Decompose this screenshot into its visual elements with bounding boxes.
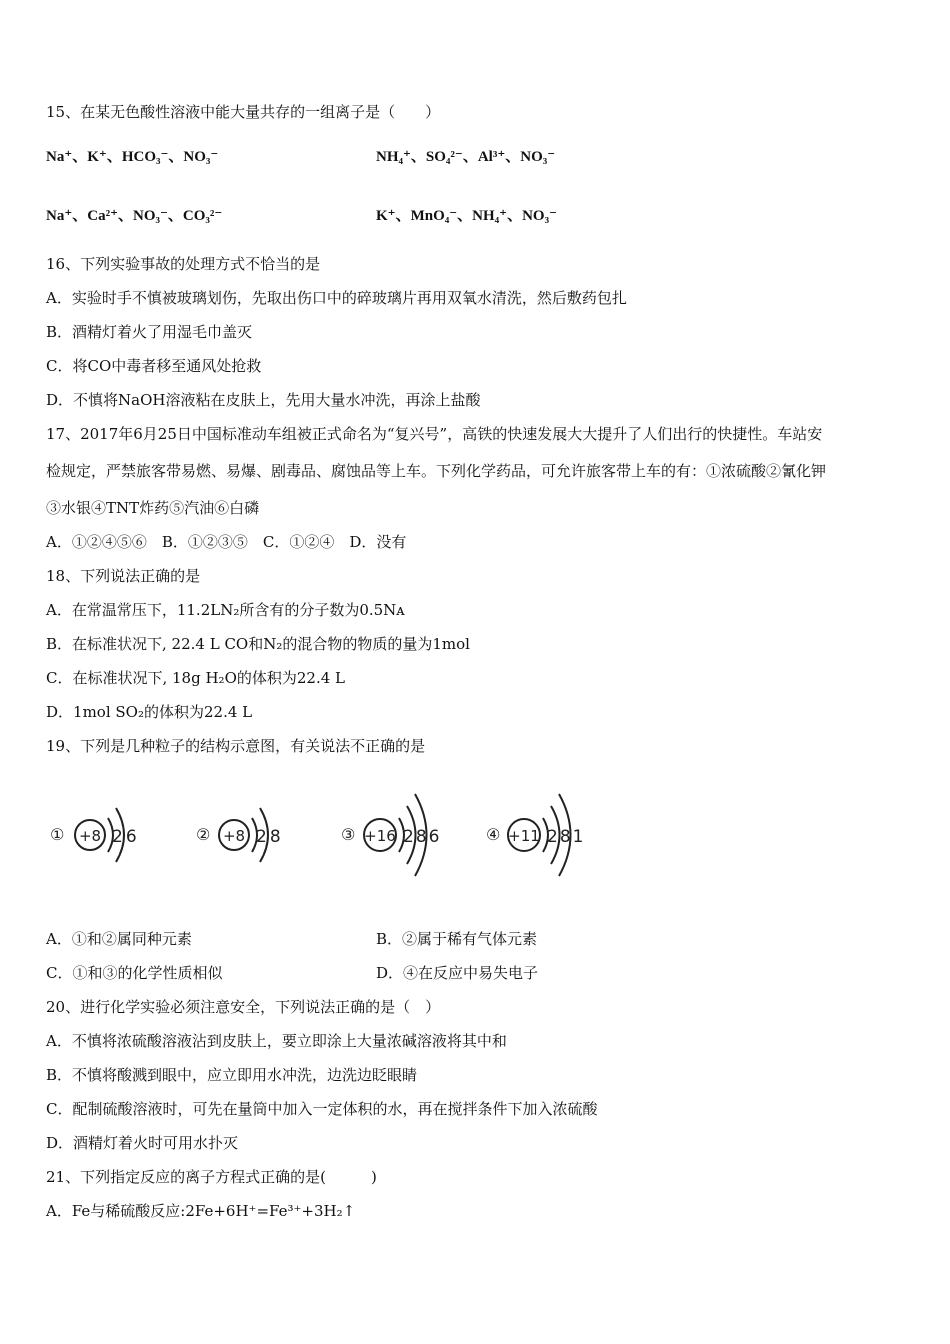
q21-stem: 21、下列指定反应的离子方程式正确的是( )	[46, 1168, 377, 1186]
atom-structure-diagrams	[46, 780, 606, 890]
q19-option-d: D．④在反应中易失电子	[376, 964, 539, 982]
q17-options: A．①②④⑤⑥ B．①②③⑤ C．①②④ D．没有	[46, 533, 407, 551]
q18-option-c: C．在标准状况下, 18g H₂O的体积为22.4 L	[46, 669, 345, 687]
q16-option-c: C．将CO中毒者移至通风处抢救	[46, 357, 262, 375]
q18-option-d: D．1mol SO₂的体积为22.4 L	[46, 703, 253, 721]
particle-4-shells: 281	[547, 827, 586, 847]
q15-stem: 15、在某无色酸性溶液中能大量共存的一组离子是（ ）	[46, 103, 441, 121]
q16-stem: 16、下列实验事故的处理方式不恰当的是	[46, 255, 321, 273]
particle-3-nucleus: +16	[364, 827, 396, 845]
q20-option-c: C．配制硫酸溶液时，可先在量筒中加入一定体积的水，再在搅拌条件下加入浓硫酸	[46, 1100, 598, 1118]
q18-option-b: B．在标准状况下, 22.4 L CO和N₂的混合物的物质的量为1mol	[46, 635, 470, 653]
particle-1-shells: 26	[112, 827, 140, 847]
q20-option-a: A．不慎将浓硫酸溶液沾到皮肤上，要立即涂上大量浓碱溶液将其中和	[46, 1032, 507, 1050]
q17-line-2: 检规定，严禁旅客带易燃、易爆、剧毒品、腐蚀品等上车。下列化学药品，可允许旅客带上车的有：①浓硫酸②氰化钾	[46, 462, 827, 480]
q17-line-3: ③水银④TNT炸药⑤汽油⑥白磷	[46, 499, 260, 517]
q21-option-a: A．Fe与稀硫酸反应:2Fe+6H⁺=Fe³⁺+3H₂↑	[46, 1202, 356, 1220]
particle-2-index: ②	[196, 825, 211, 844]
particle-2-nucleus: +8	[222, 827, 246, 845]
q20-option-b: B．不慎将酸溅到眼中，应立即用水冲洗，边洗边眨眼睛	[46, 1066, 418, 1084]
q15-option-c-text: Na⁺、Ca²⁺、NO₃⁻、CO₃²⁻	[46, 208, 223, 224]
q20-option-d: D．酒精灯着火时可用水扑灭	[46, 1134, 239, 1152]
q15-option-d	[376, 205, 557, 226]
particle-4-index: ④	[486, 825, 501, 844]
q19-option-a: A．①和②属同种元素	[46, 930, 192, 948]
particle-1-index: ①	[50, 825, 65, 844]
q15-option-d-text: K⁺、MnO₄⁻、NH₄⁺、NO₃⁻	[376, 208, 557, 224]
q19-stem: 19、下列是几种粒子的结构示意图，有关说法不正确的是	[46, 737, 426, 755]
q19-option-b: B．②属于稀有气体元素	[376, 930, 538, 948]
q15-option-b	[376, 146, 555, 167]
q16-option-a: A．实验时手不慎被玻璃划伤，先取出伤口中的碎玻璃片再用双氧水清洗，然后敷药包扎	[46, 289, 627, 307]
particle-1-diagram	[50, 808, 140, 862]
q19-option-c: C．①和③的化学性质相似	[46, 964, 223, 982]
q15-option-a-text: Na⁺、K⁺、HCO₃⁻、NO₃⁻	[46, 149, 219, 165]
particle-1-nucleus: +8	[78, 827, 102, 845]
particle-3-shells: 286	[403, 827, 442, 847]
q16-option-d: D．不慎将NaOH溶液粘在皮肤上，先用大量水冲洗，再涂上盐酸	[46, 391, 481, 409]
q20-stem: 20、进行化学实验必须注意安全，下列说法正确的是（ ）	[46, 998, 441, 1016]
particle-4-diagram	[486, 794, 585, 876]
q17-line-1: 17、2017年6月25日中国标准动车组被正式命名为“复兴号”，高铁的快速发展大大提升了人们出行的快捷性。车站安	[46, 425, 823, 443]
particle-2-shells: 28	[256, 827, 284, 847]
q16-option-b: B．酒精灯着火了用湿毛巾盖灭	[46, 323, 253, 341]
particle-3-index: ③	[341, 825, 356, 844]
q18-option-a: A．在常温常压下，11.2LN₂所含有的分子数为0.5Nᴀ	[46, 601, 405, 619]
q15-option-c	[46, 205, 222, 226]
q15-option-b-text: NH₄⁺、SO₄²⁻、Al³⁺、NO₃⁻	[376, 149, 556, 165]
particle-3-diagram	[341, 794, 441, 876]
particle-4-nucleus: +11	[508, 827, 540, 845]
q15-option-a	[46, 146, 218, 167]
q18-stem: 18、下列说法正确的是	[46, 567, 201, 585]
particle-2-diagram	[196, 808, 284, 862]
